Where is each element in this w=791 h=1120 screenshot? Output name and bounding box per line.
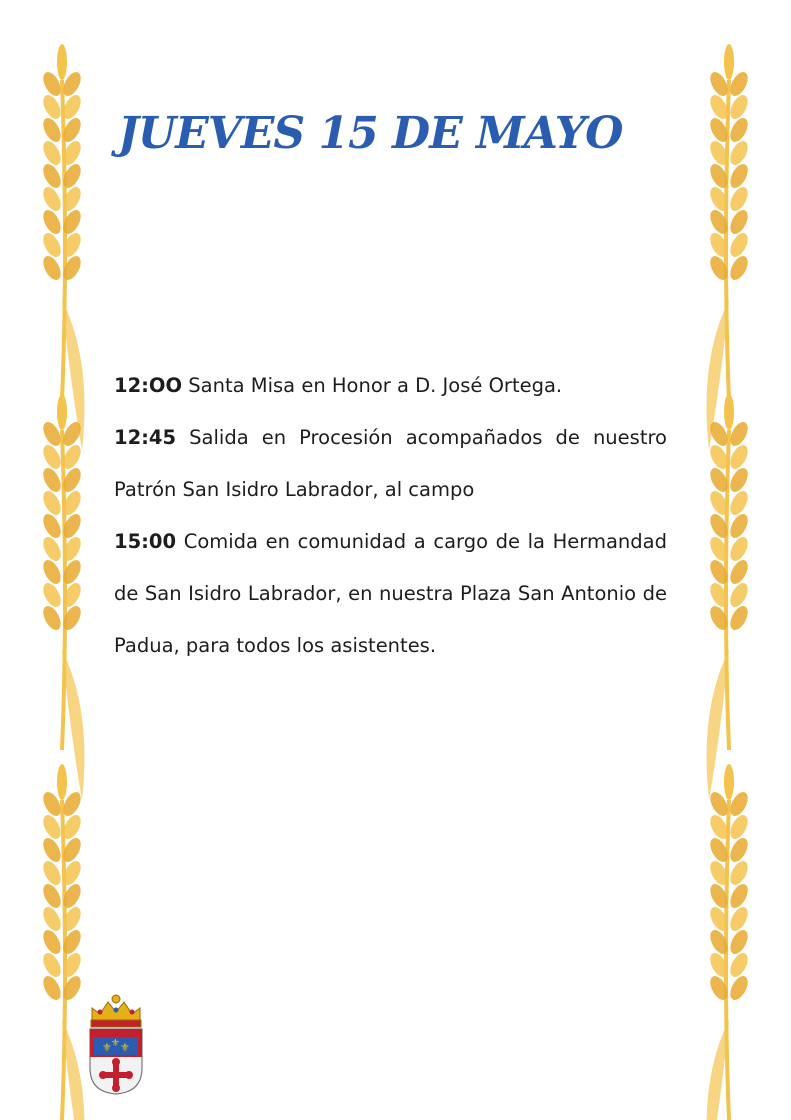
program-item-text: Salida en Procesión acompañados de nuestro Patrón San Isidro Labrador, al campo [114,426,667,501]
program-item-time: 12:45 [114,426,177,449]
wheat-stalk-icon [40,44,85,450]
wheat-stalk-icon [40,764,85,1120]
wheat-border-right [681,0,791,1120]
program-item-text: Santa Misa en Honor a D. José Ortega. [188,374,563,397]
wheat-border-left [0,0,110,1120]
program-item [114,516,667,672]
program-item [114,412,667,516]
wheat-stalk-icon [40,394,85,800]
program-item-time: 12:OO [114,374,183,397]
wheat-stalk-icon [707,764,752,1120]
event-program [114,360,667,672]
program-item-text: Comida en comunidad a cargo de la Hermandad de San Isidro Labrador, en nuestra Plaza San Antonio de Padua, para todos los asistentes. [114,530,667,657]
svg-text:⚜: ⚜ [111,1038,120,1049]
program-item [114,360,667,412]
program-item-time: 15:00 [114,530,177,553]
page-title: JUEVES 15 DE MAYO [118,108,623,159]
wheat-stalk-icon [707,394,752,800]
svg-text:⚜: ⚜ [102,1041,112,1054]
svg-text:⚜: ⚜ [120,1041,130,1054]
wheat-stalk-icon [707,44,752,450]
municipal-coat-of-arms-icon [84,990,148,1096]
